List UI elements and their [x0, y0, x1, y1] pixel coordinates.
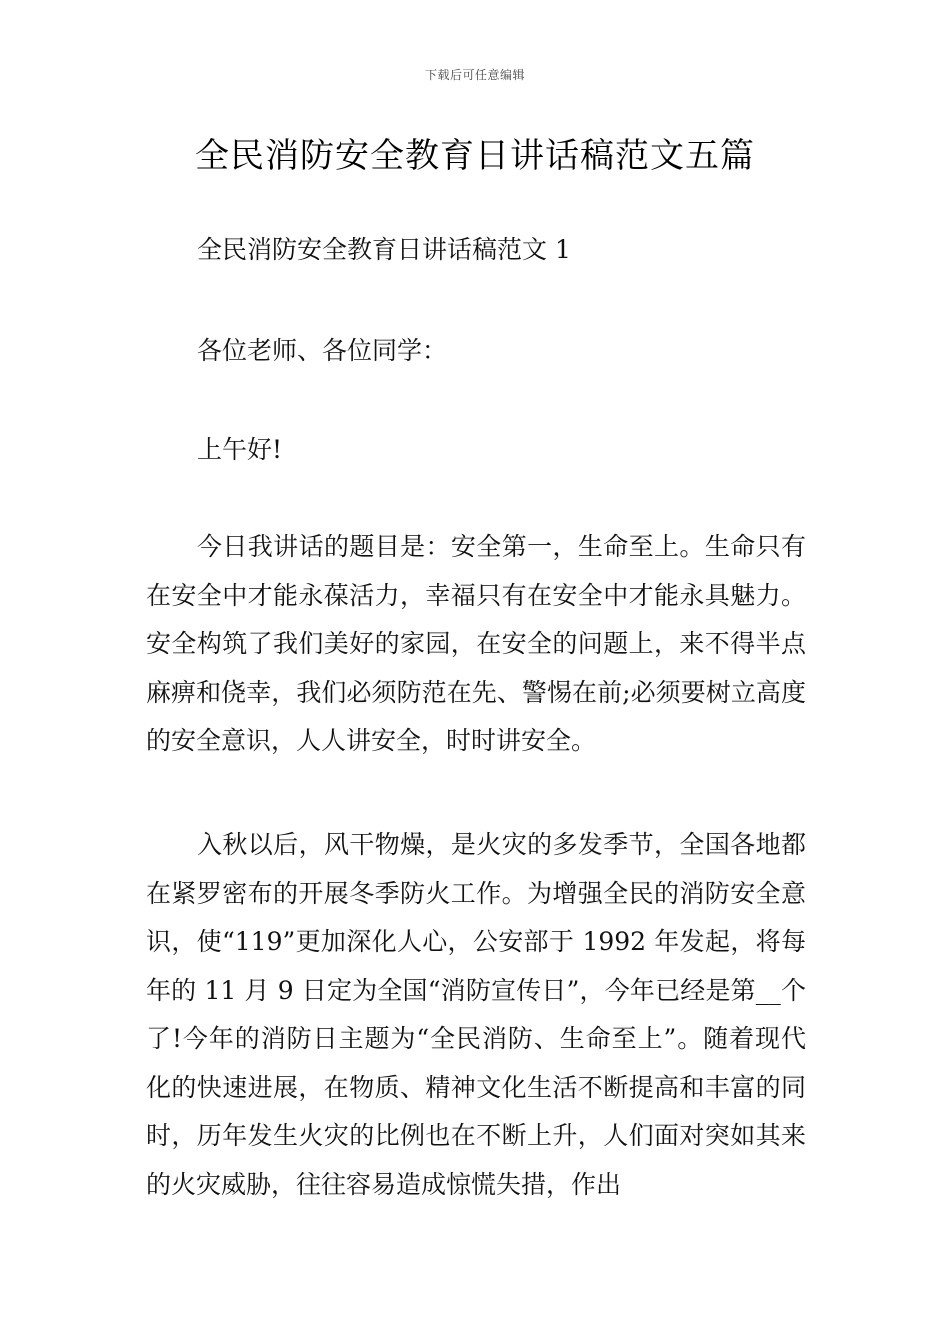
header-note: 下载后可任意编辑 — [424, 68, 525, 82]
greeting: 上午好! — [197, 435, 283, 464]
salutation: 各位老师、各位同学： — [197, 336, 448, 365]
section-subtitle: 全民消防安全教育日讲话稿范文 1 — [197, 235, 571, 264]
paragraph-2: 入秋以后，风干物燥，是火灾的多发季节，全国各地都在紧罗密布的开展冬季防火工作。为增强全民的消防安全意识，使“119”更加深化人心，公安部于 1992 年发起，将每年的 11 月 9 日定为全国“消防宣传日”，今年已经是第__个了!今年的消防日主题为“全民消防、生命至上”。随着现代化的快速进展，在物质、精神文化生活不断提高和丰富的同时，历年发生火灾的比例也在不断上升，人们面对突如其来的火灾威胁，往往容易造成惊慌失措，作出 — [146, 830, 806, 1199]
paragraph-1: 今日我讲话的题目是：安全第一，生命至上。生命只有在安全中才能永葆活力，幸福只有在安全中才能永具魅力。安全构筑了我们美好的家园，在安全的问题上，来不得半点麻痹和侥幸，我们必须防范在先、警惕在前;必须要树立高度的安全意识，人人讲安全，时时讲安全。 — [146, 532, 806, 755]
document-title: 全民消防安全教育日讲话稿范文五篇 — [195, 136, 755, 176]
